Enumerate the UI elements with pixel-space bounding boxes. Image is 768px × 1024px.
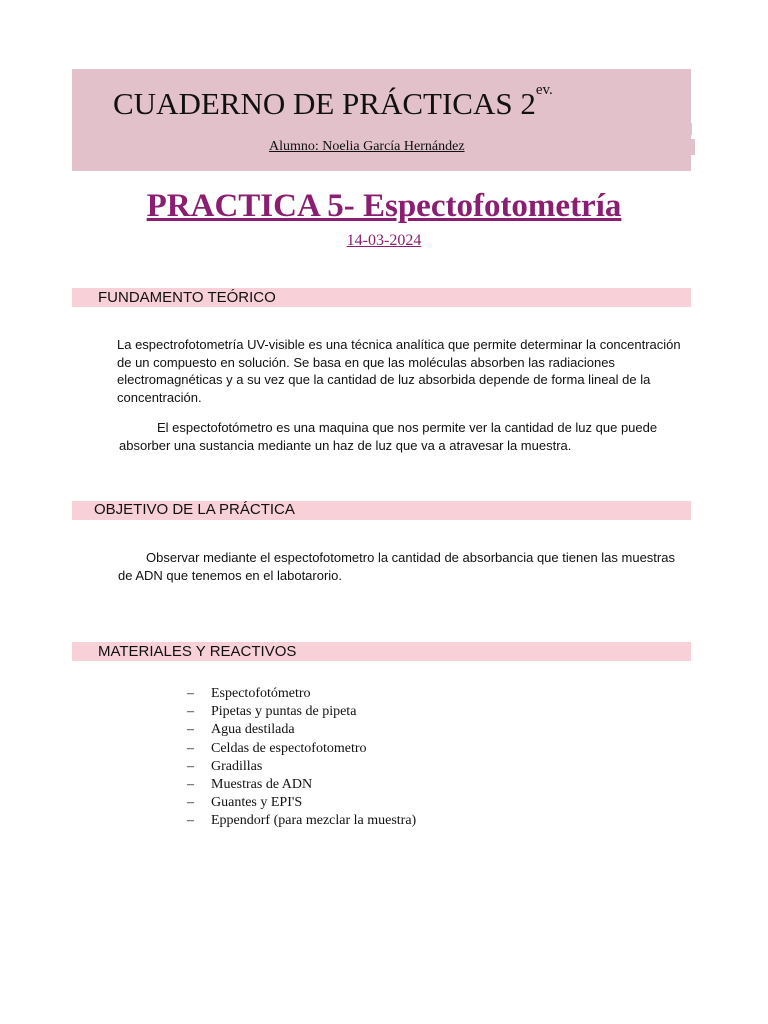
list-item-text: Guantes y EPI'S <box>211 795 303 811</box>
list-item <box>187 721 416 739</box>
list-item <box>187 812 416 830</box>
list-bullet: – <box>187 813 194 829</box>
practice-title: PRACTICA 5- Espectofotometría <box>146 188 622 224</box>
list-item <box>187 703 416 721</box>
objetivo-paragraph: Observar mediante el espectofotometro la cantidad de absorbancia que tienen las muestras de ADN que tenemos en el labotarorio. <box>118 550 675 583</box>
practice-date: 14-03-2024 <box>346 232 422 249</box>
list-item <box>187 758 416 776</box>
student-name: Alumno: Noelia García Hernández <box>269 139 465 154</box>
list-bullet: – <box>187 777 194 793</box>
list-item <box>187 740 416 758</box>
list-bullet: – <box>187 795 194 811</box>
section-heading-objetivo: OBJETIVO DE LA PRÁCTICA <box>94 501 295 518</box>
list-item <box>187 776 416 794</box>
list-item <box>187 794 416 812</box>
list-bullet: – <box>187 722 194 738</box>
list-item-text: Eppendorf (para mezclar la muestra) <box>211 813 417 829</box>
list-bullet: – <box>187 740 194 756</box>
list-item-text: Gradillas <box>211 758 263 774</box>
fundamento-paragraph-1: La espectrofotometría UV-visible es una técnica analítica que permite determinar la concentración de un compuesto en solución. Se basa en que las moléculas absorben las radiaciones electromagnéticas y a su vez que la cantidad de luz absorbida depende de forma lineal de la concentración. <box>117 337 681 405</box>
list-bullet: – <box>187 686 194 701</box>
fundamento-paragraph-2: El espectofotómetro es una maquina que nos permite ver la cantidad de luz que puede absorber una sustancia mediante un haz de luz que va a atravesar la muestra. <box>119 420 658 453</box>
notebook-title: CUADERNO DE PRÁCTICAS $2^{ev.}$ <box>113 82 553 121</box>
list-item <box>187 685 416 703</box>
header-banner-edge <box>689 139 695 155</box>
list-item-text: Espectofotómetro <box>211 686 311 701</box>
list-bullet: – <box>187 704 194 720</box>
title-superscript: ev. <box>535 82 553 98</box>
section-heading-fundamento: FUNDAMENTO TEÓRICO <box>98 289 276 306</box>
list-item-text: Celdas de espectofotometro <box>211 740 367 756</box>
header-banner-edge <box>689 123 692 135</box>
list-item-text: Pipetas y puntas de pipeta <box>211 704 357 720</box>
list-item-text: Agua destilada <box>211 722 295 738</box>
section-heading-materiales: MATERIALES Y REACTIVOS <box>98 643 297 660</box>
list-item-text: Muestras de ADN <box>211 777 313 793</box>
materials-list <box>187 685 416 831</box>
list-bullet: – <box>187 758 194 774</box>
